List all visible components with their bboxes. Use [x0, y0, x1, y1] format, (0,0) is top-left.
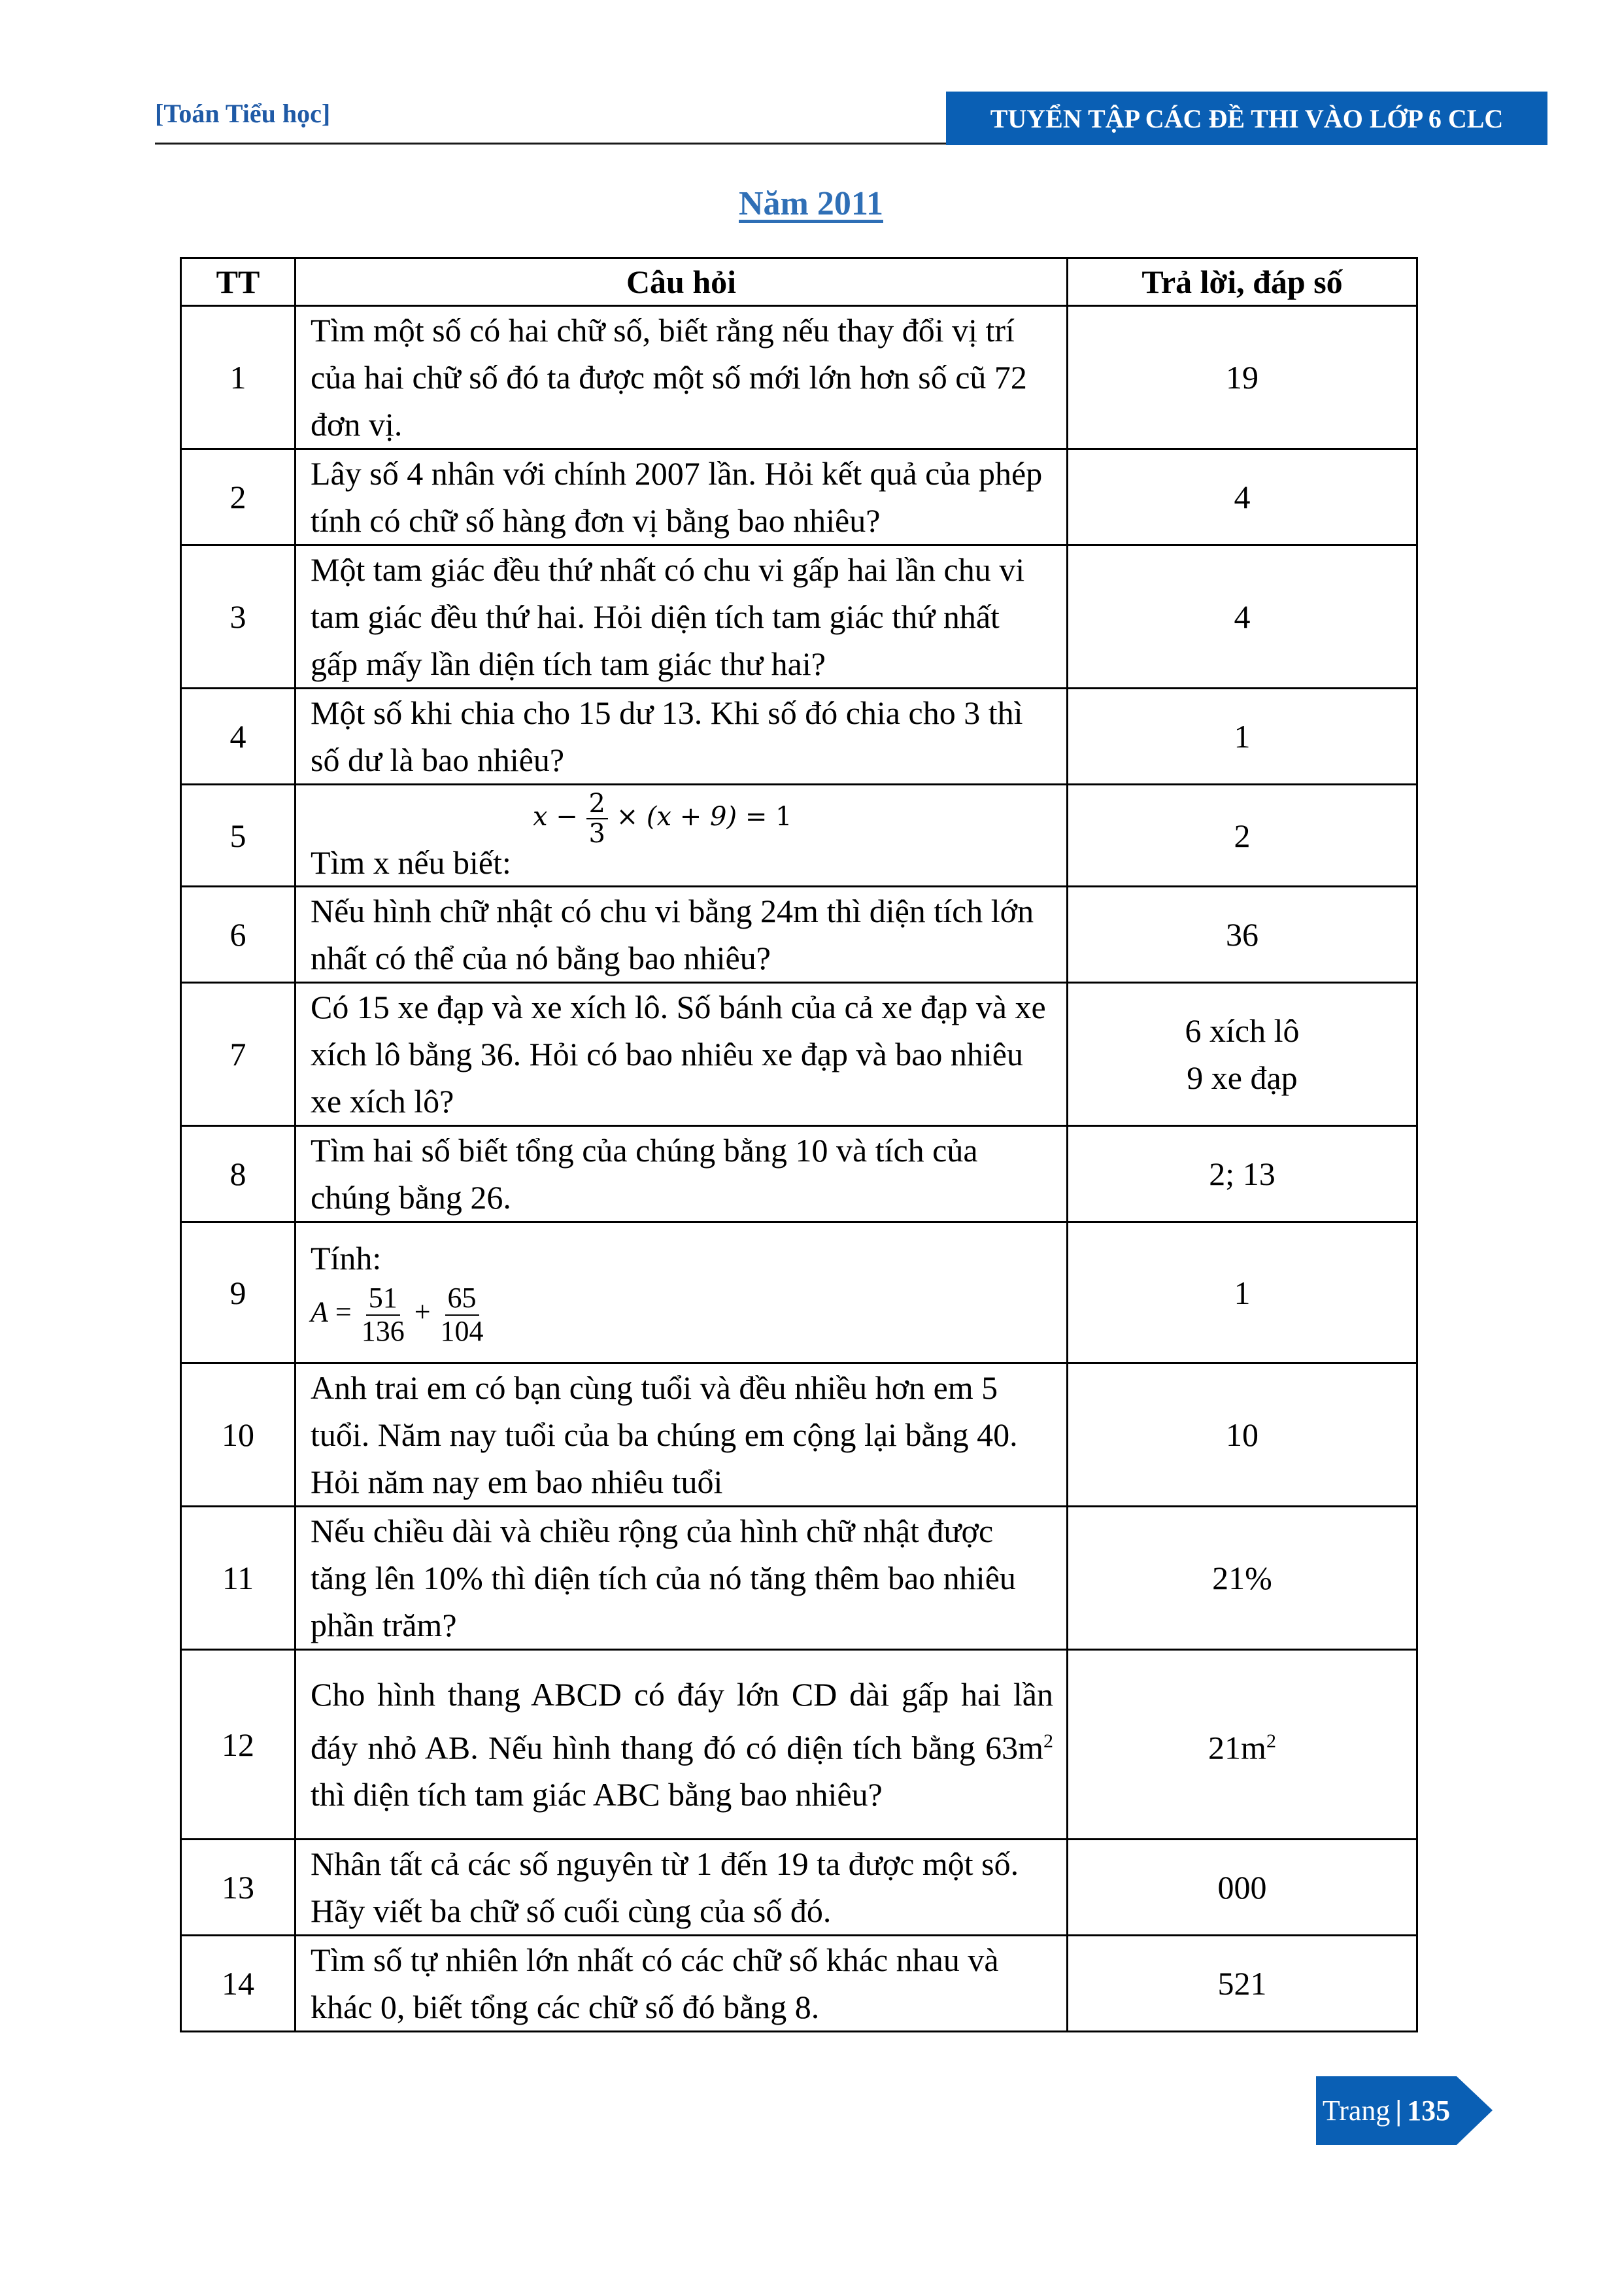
page-number-badge [1316, 2076, 1457, 2145]
row-number: 8 [181, 1126, 296, 1222]
eq5-numerator: 2 [586, 789, 608, 819]
header-divider [155, 143, 946, 145]
year-title: Năm 2011 [739, 185, 883, 222]
eq5-paren: (x + 9) [646, 801, 737, 832]
table-row [181, 1840, 1417, 1936]
table-row [181, 449, 1417, 545]
equation-5 [533, 789, 1053, 848]
row-number: 13 [181, 1840, 296, 1936]
page-number: 135 [1407, 2095, 1451, 2127]
row-question: Có 15 xe đạp và xe xích lô. Số bánh của cả xe đạp và xe xích lô bằng 36. Hỏi có bao nhiêu xe đạp và bao nhiêu xe xích lô? [296, 983, 1068, 1126]
table-row [181, 1363, 1417, 1507]
row-answer: 4 [1068, 545, 1417, 689]
row-answer: 1 [1068, 1222, 1417, 1363]
header-right-banner: TUYỂN TẬP CÁC ĐỀ THI VÀO LỚP 6 CLC [946, 92, 1547, 145]
row-number: 9 [181, 1222, 296, 1363]
eq9-a: A [311, 1295, 328, 1328]
row-question-superscript: 2 [1043, 1730, 1053, 1752]
row-question: Nếu chiều dài và chiều rộng của hình chữ nhật được tăng lên 10% thì diện tích của nó tăng thêm bao nhiêu phần trăm? [296, 1507, 1068, 1650]
column-header-tt: TT [181, 258, 296, 306]
row-number: 12 [181, 1650, 296, 1840]
row-question-text-pre: Cho hình thang ABCD có đáy lớn CD dài gấp hai lần đáy nhỏ AB. Nếu hình thang đó có diện tích bằng 63m [311, 1675, 1053, 1766]
row-answer: 2; 13 [1068, 1126, 1417, 1222]
row-number: 7 [181, 983, 296, 1126]
row-question [296, 1650, 1068, 1840]
table-row [181, 689, 1417, 785]
eq5-fraction [586, 789, 608, 848]
row-number: 11 [181, 1507, 296, 1650]
row-answer: 1 [1068, 689, 1417, 785]
page-badge-arrow-icon [1457, 2076, 1493, 2145]
row-question: Nếu hình chữ nhật có chu vi bằng 24m thì diện tích lớn nhất có thể của nó bằng bao nhiêu? [296, 887, 1068, 983]
header-left-title: [Toán Tiểu học] [155, 99, 331, 128]
row-answer: 521 [1068, 1936, 1417, 2032]
table-header-row [181, 258, 1417, 306]
row-number: 2 [181, 449, 296, 545]
eq9-equals: = [335, 1295, 352, 1328]
row-answer: 10 [1068, 1363, 1417, 1507]
eq9-fraction-2 [438, 1282, 486, 1347]
answer-base: 21m [1208, 1729, 1266, 1766]
row-question: Lây số 4 nhân với chính 2007 lần. Hỏi kết quả của phép tính có chữ số hàng đơn vị bằng bao nhiêu? [296, 449, 1068, 545]
row-question: Tìm một số có hai chữ số, biết rằng nếu thay đổi vị trí của hai chữ số đó ta được một số mới lớn hơn số cũ 72 đơn vị. [296, 306, 1068, 449]
eq9-num-2: 65 [445, 1282, 479, 1315]
eq9-den-2: 104 [440, 1314, 484, 1347]
row-answer: 19 [1068, 306, 1417, 449]
row-answer: 21% [1068, 1507, 1417, 1650]
row-answer: 2 [1068, 785, 1417, 887]
eq9-den-1: 136 [361, 1314, 405, 1347]
answer-superscript: 2 [1266, 1730, 1276, 1752]
answer-line-2: 9 xe đạp [1187, 1059, 1298, 1096]
table-row [181, 1936, 1417, 2032]
eq9-plus: + [414, 1295, 431, 1328]
page-separator: | [1395, 2095, 1402, 2127]
row-number: 14 [181, 1936, 296, 2032]
row-question [296, 785, 1068, 887]
table-row [181, 545, 1417, 689]
row-question [296, 1222, 1068, 1363]
eq5-denominator: 3 [588, 818, 605, 849]
row-question-text: Tính: [311, 1239, 382, 1277]
column-header-answer: Trả lời, đáp số [1068, 258, 1417, 306]
row-number: 3 [181, 545, 296, 689]
eq5-equals: = 1 [745, 801, 792, 832]
equation-9 [311, 1282, 1053, 1347]
table-row [181, 1126, 1417, 1222]
row-number: 4 [181, 689, 296, 785]
row-answer [1068, 1650, 1417, 1840]
column-header-question: Câu hỏi [296, 258, 1068, 306]
row-answer: 4 [1068, 449, 1417, 545]
eq5-x: x [533, 801, 548, 832]
row-number: 1 [181, 306, 296, 449]
table-row [181, 1650, 1417, 1840]
row-answer: 36 [1068, 887, 1417, 983]
row-number: 10 [181, 1363, 296, 1507]
row-question: Một số khi chia cho 15 dư 13. Khi số đó chia cho 3 thì số dư là bao nhiêu? [296, 689, 1068, 785]
row-question-text-post: thì diện tích tam giác ABC bằng bao nhiêu? [311, 1776, 883, 1813]
row-question: Một tam giác đều thứ nhất có chu vi gấp hai lần chu vi tam giác đều thứ hai. Hỏi diện tích tam giác thứ nhất gấp mấy lần diện tích tam giác thư hai? [296, 545, 1068, 689]
row-question: Anh trai em có bạn cùng tuổi và đều nhiều hơn em 5 tuổi. Năm nay tuổi của ba chúng em cộng lại bằng 40. Hỏi năm nay em bao nhiêu tuổi [296, 1363, 1068, 1507]
table-row [181, 1222, 1417, 1363]
row-answer: 000 [1068, 1840, 1417, 1936]
eq5-times: × [616, 801, 639, 832]
table-row [181, 785, 1417, 887]
table-row [181, 306, 1417, 449]
table-row [181, 887, 1417, 983]
table-row [181, 983, 1417, 1126]
eq9-num-1: 51 [366, 1282, 400, 1315]
row-question: Tìm hai số biết tổng của chúng bằng 10 và tích của chúng bằng 26. [296, 1126, 1068, 1222]
page-label: Trang [1322, 2095, 1391, 2127]
table-row [181, 1507, 1417, 1650]
answer-line-1: 6 xích lô [1185, 1012, 1300, 1049]
eq5-minus: − [556, 801, 578, 832]
row-question: Tìm số tự nhiên lớn nhất có các chữ số khác nhau và khác 0, biết tổng các chữ số đó bằng 8. [296, 1936, 1068, 2032]
row-answer [1068, 983, 1417, 1126]
row-number: 5 [181, 785, 296, 887]
eq9-fraction-1 [359, 1282, 407, 1347]
question-table [180, 257, 1418, 2032]
row-question-text: Tìm x nếu biết: [311, 844, 511, 881]
row-question: Nhân tất cả các số nguyên từ 1 đến 19 ta được một số. Hãy viết ba chữ số cuối cùng của số đó. [296, 1840, 1068, 1936]
row-number: 6 [181, 887, 296, 983]
